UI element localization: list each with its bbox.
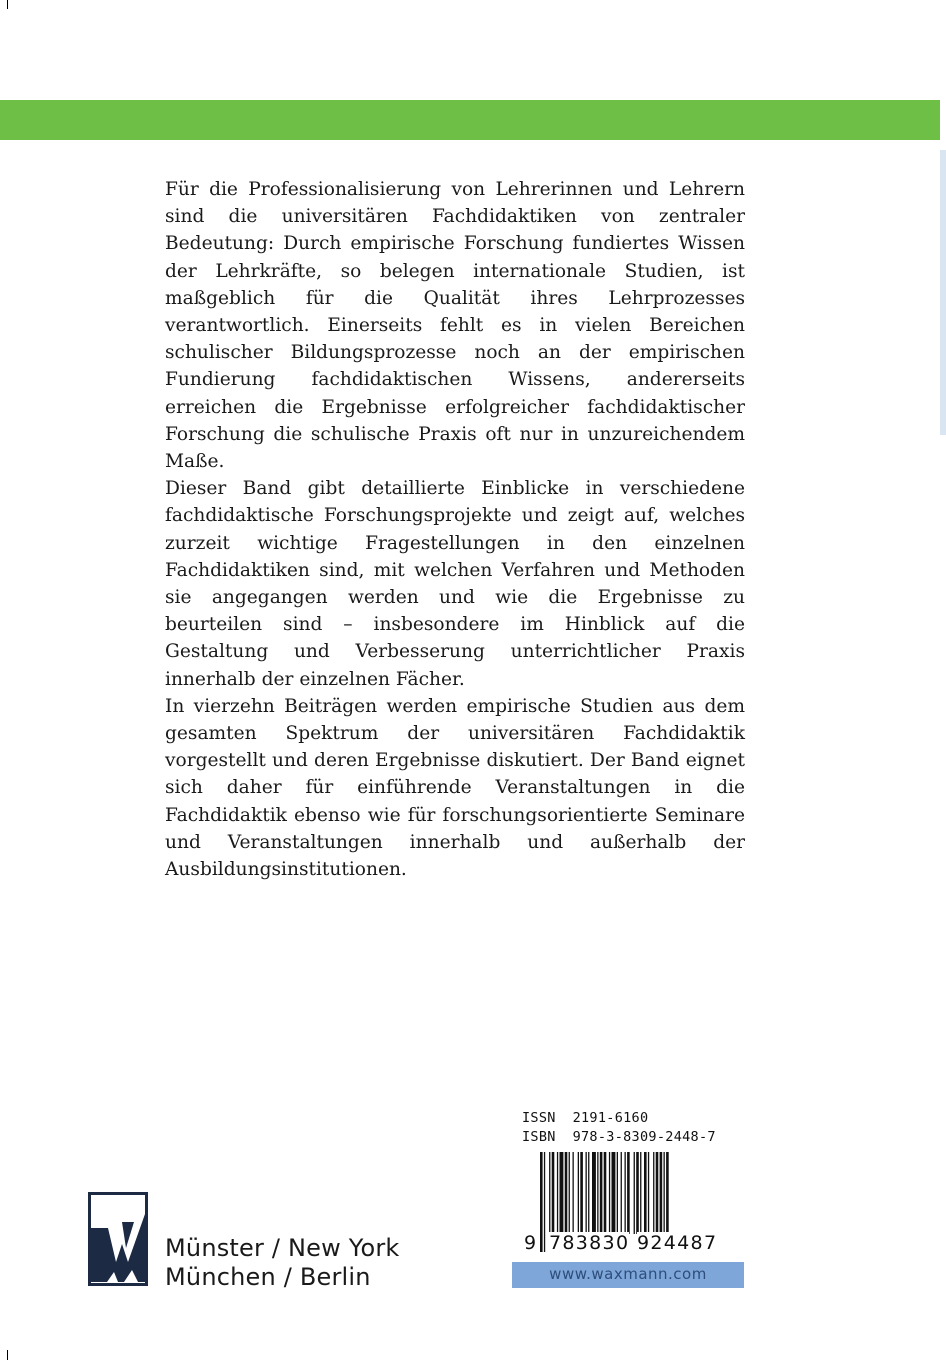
crop-mark-top-left [7,0,8,9]
blurb-paragraph-1: Für die Professionalisierung von Lehrerinnen und Lehrern sind die universitären Fachdidaktiken von zentraler Bedeutung: Durch empirische Forschung fundiertes Wissen der Lehrkräfte, so belegen internationale Studien, ist maßgeblich für die Qualität ihres Lehrprozesses verantwortlich. Einerseits fehlt es in vielen Bereichen schulischer Bildungsprozesse noch an der empirischen Fundierung fachdidaktischen Wissens, andererseits erreichen die Ergebnisse erfolgreicher fachdidaktischer Forschung die schulische Praxis oft nur in unzureichendem Maße. [165,179,745,473]
issn-number: ISSN 2191-6160 [522,1110,649,1126]
green-band [0,100,940,140]
blurb-text [165,176,745,883]
barcode-digits-right: 924487 [637,1232,718,1254]
publisher-url[interactable]: www.waxmann.com [549,1265,707,1283]
crop-mark-bottom-left [7,1350,8,1360]
blurb-paragraph-2: Dieser Band gibt detaillierte Einblicke in verschiedene fachdidaktische Forschungsprojekte und zeigt auf, welches zurzeit wichtige Fragestellungen in den einzelnen Fachdidaktiken sind, mit welchen Verfahren und Methoden sie angegangen werden und wie die Ergebnisse zu beurteilen sind – insbesondere im Hinblick auf die Gestaltung und Verbesserung unterrichtlicher Praxis innerhalb der einzelnen Fächer. [165,478,745,690]
blurb-paragraph-3: In vierzehn Beiträgen werden empirische Studien aus dem gesamten Spektrum der universitären Fachdidaktik vorgestellt und deren Ergebnisse diskutiert. Der Band eignet sich daher für einführende Veranstaltungen in die Fachdidaktik ebenso wie für forschungsorientierte Seminare und Veranstaltungen innerhalb und außerhalb der Ausbildungsinstitutionen. [165,695,745,881]
waxmann-w-logo-icon [88,1192,148,1286]
url-bar [512,1262,744,1288]
publisher-cities-line-1: Münster / New York [165,1234,400,1262]
barcode-digits-left: 783830 [549,1232,630,1254]
right-edge-tint [940,150,946,435]
isbn-number: ISBN 978-3-8309-2448-7 [522,1129,716,1145]
barcode-digit-first: 9 [524,1232,537,1254]
publisher-cities-line-2: München / Berlin [165,1263,371,1291]
